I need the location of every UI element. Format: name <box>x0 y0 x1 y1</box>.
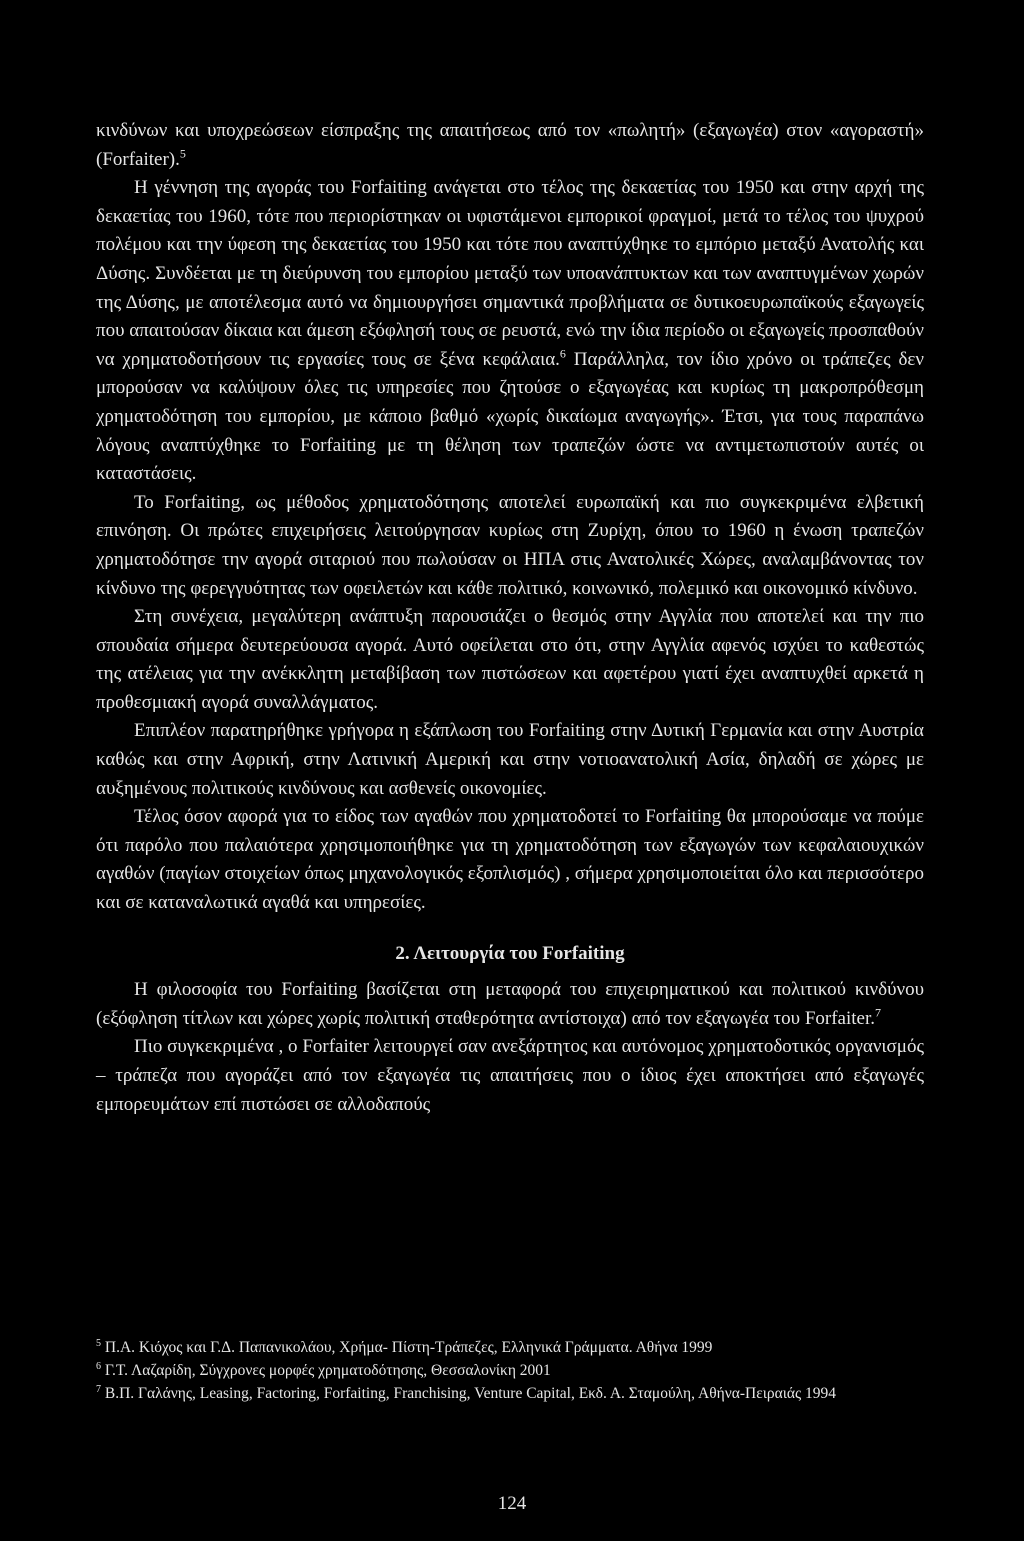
paragraph-text: Τέλος όσον αφορά για το είδος των αγαθών που χρηματοδοτεί το Forfaiting θα μπορούσαμε να πούμε ότι παρόλο που παλαιότερα χρησιμοποιήθηκε για τη χρηματοδότηση των εξαγωγών των κεφαλαιουχικών αγαθών (παγίων στοιχείων όπως μηχανολογικός εξοπλισμός) , σήμερα χρησιμοποιείται όλο και περισσότερο και σε καταναλωτικά αγαθά και υπηρεσίες. <box>96 806 924 914</box>
footnote-number: 5 <box>96 1337 101 1349</box>
paragraph-text: Παράλληλα, τον ίδιο χρόνο οι τράπεζες δεν μπορούσαν να καλύψουν όλες τις υπηρεσίες που ζητούσε ο εξαγωγέας και κυρίως τη μακροπρόθεσμη χρηματοδότηση του εμπορίου, με κάποιο βαθμό «χωρίς δικαίωμα αναγωγής». Έτσι, για τους παραπάνω λόγους αναπτύχθηκε το Forfaiting με τη θέληση των τραπεζών ώστε να αντιμετωπιστούν αυτές οι καταστάσεις. <box>96 348 924 485</box>
footnote <box>96 1361 924 1381</box>
page-number: 124 <box>497 1493 527 1514</box>
footnote-number: 7 <box>96 1383 101 1395</box>
paragraph-text: Η γέννηση της αγοράς του Forfaiting ανάγεται στο τέλος της δεκαετίας του 1950 και στην αρχή της δεκαετίας του 1960, τότε που περιορίστηκαν οι υφιστάμενοι εμπορικοί φραγμοί, μετά το τέλος του ψυχρού πολέμου και την ύφεση της δεκαετίας του 1950 και τότε που αναπτύχθηκε το εμπόριο μεταξύ Ανατολής και Δύσης. Συνδέεται με τη διεύρυνση του εμπορίου μεταξύ των υποανάπτυκτων και των αναπτυγμένων χωρών της Δύσης, με αποτέλεσμα αυτό να δημιουργήσει σημαντικά προβλήματα σε δυτικοευρωπαϊκούς εξαγωγείς που απαιτούσαν δίκαια και άμεση εξόφλησή τους σε ρευστά, ενώ την ίδια περίοδο οι εξαγωγείς προσπαθούν να χρηματοδοτήσουν τις εργασίες τους σε ξένα κεφάλαια. <box>96 177 924 370</box>
paragraph <box>96 603 924 717</box>
paragraph-text: Επιπλέον παρατηρήθηκε γρήγορα η εξάπλωση του Forfaiting στην Δυτική Γερμανία και στην Αυστρία καθώς και στην Αφρική, στην Λατινική Αμερική και στην νοτιοανατολική Ασία, δηλαδή σε χώρες με αυξημένους πολιτικούς κινδύνους και ασθενείς οικονομίες. <box>96 720 924 799</box>
paragraph-text: Η φιλοσοφία του Forfaiting βασίζεται στη μεταφορά του επιχειρηματικού και πολιτικού κινδύνου (εξόφληση τίτλων και χώρες χωρίς πολιτική σταθερότητα αντίστοιχα) από τον εξαγωγέα του Forfaiter. <box>96 979 924 1029</box>
body-text <box>96 117 924 1119</box>
footnote <box>96 1384 924 1404</box>
paragraph-text: κινδύνων και υποχρεώσεων είσπραξης της απαιτήσεως από τον «πωλητή» (εξαγωγέα) στον «αγοραστή» (Forfaiter). <box>96 120 924 170</box>
footnote-marker: 5 <box>179 146 186 161</box>
paragraphs-after-heading <box>96 976 924 1119</box>
paragraph <box>96 489 924 603</box>
footnote-marker: 7 <box>875 1005 881 1020</box>
paragraph-text: Πιο συγκεκριμένα , ο Forfaiter λειτουργεί σαν ανεξάρτητος και αυτόνομος χρηματοδοτικός οργανισμός – τράπεζα που αγοράζει από τον εξαγωγέα τις απαιτήσεις που ο ίδιος έχει αποκτήσει από εξαγωγές εμπορευμάτων επί πιστώσει σε αλλοδαπούς <box>96 1036 924 1115</box>
footnote-text: Π.Α. Κιόχος και Γ.Δ. Παπανικολάου, Χρήμα- Πίστη-Τράπεζες, Ελληνικά Γράμματα. Αθήνα 1999 <box>104 1339 713 1356</box>
paragraph <box>96 717 924 803</box>
footnote-marker: 6 <box>559 346 566 361</box>
footnotes <box>96 1338 924 1407</box>
paragraph-text: Στη συνέχεια, μεγαλύτερη ανάπτυξη παρουσιάζει ο θεσμός στην Αγγλία που αποτελεί και την πιο σπουδαία σήμερα δευτερεύουσα αγορά. Αυτό οφείλεται στο ότι, στην Αγγλία αφενός ισχύει το καθεστώς της ατέλειας για την ανέκκλητη μεταβίβαση των πιστώσεων και αφετέρου γιατί έχει αναπτυχθεί αρκετά η προθεσμιακή αγορά συναλλάγματος. <box>96 606 924 713</box>
paragraph <box>96 117 924 174</box>
paragraph <box>96 976 924 1033</box>
footnote-number: 6 <box>96 1360 101 1372</box>
paragraph <box>96 174 924 489</box>
paragraph <box>96 1033 924 1119</box>
paragraph <box>96 803 924 917</box>
section-heading: 2. Λειτουργία του Forfaiting <box>395 942 625 964</box>
paragraph-text: Το Forfaiting, ως μέθοδος χρηματοδότησης αποτελεί ευρωπαϊκή και πιο συγκεκριμένα ελβετική επινόηση. Οι πρώτες επιχειρήσεις λειτούργησαν κυρίως στη Ζυρίχη, όπου το 1960 η ένωση τραπεζών χρηματοδότησε την αγορά σιταριού που πωλούσαν οι ΗΠΑ στις Ανατολικές Χώρες, αναλαμβάνοντας τον κίνδυνο της φερεγγυότητας των οφειλετών και κάθε πολιτικό, κοινωνικό, πολεμικό και οικονομικό κίνδυνο. <box>96 491 924 599</box>
paragraphs-before-heading <box>96 117 924 918</box>
footnote-text: Β.Π. Γαλάνης, Leasing, Factoring, Forfaiting, Franchising, Venture Capital, Εκδ. Α. Σταμούλη, Αθήνα-Πειραιάς 1994 <box>104 1385 837 1402</box>
footnote <box>96 1338 924 1358</box>
footnote-text: Γ.Τ. Λαζαρίδη, Σύγχρονες μορφές χρηματοδότησης, Θεσσαλονίκη 2001 <box>104 1362 551 1379</box>
